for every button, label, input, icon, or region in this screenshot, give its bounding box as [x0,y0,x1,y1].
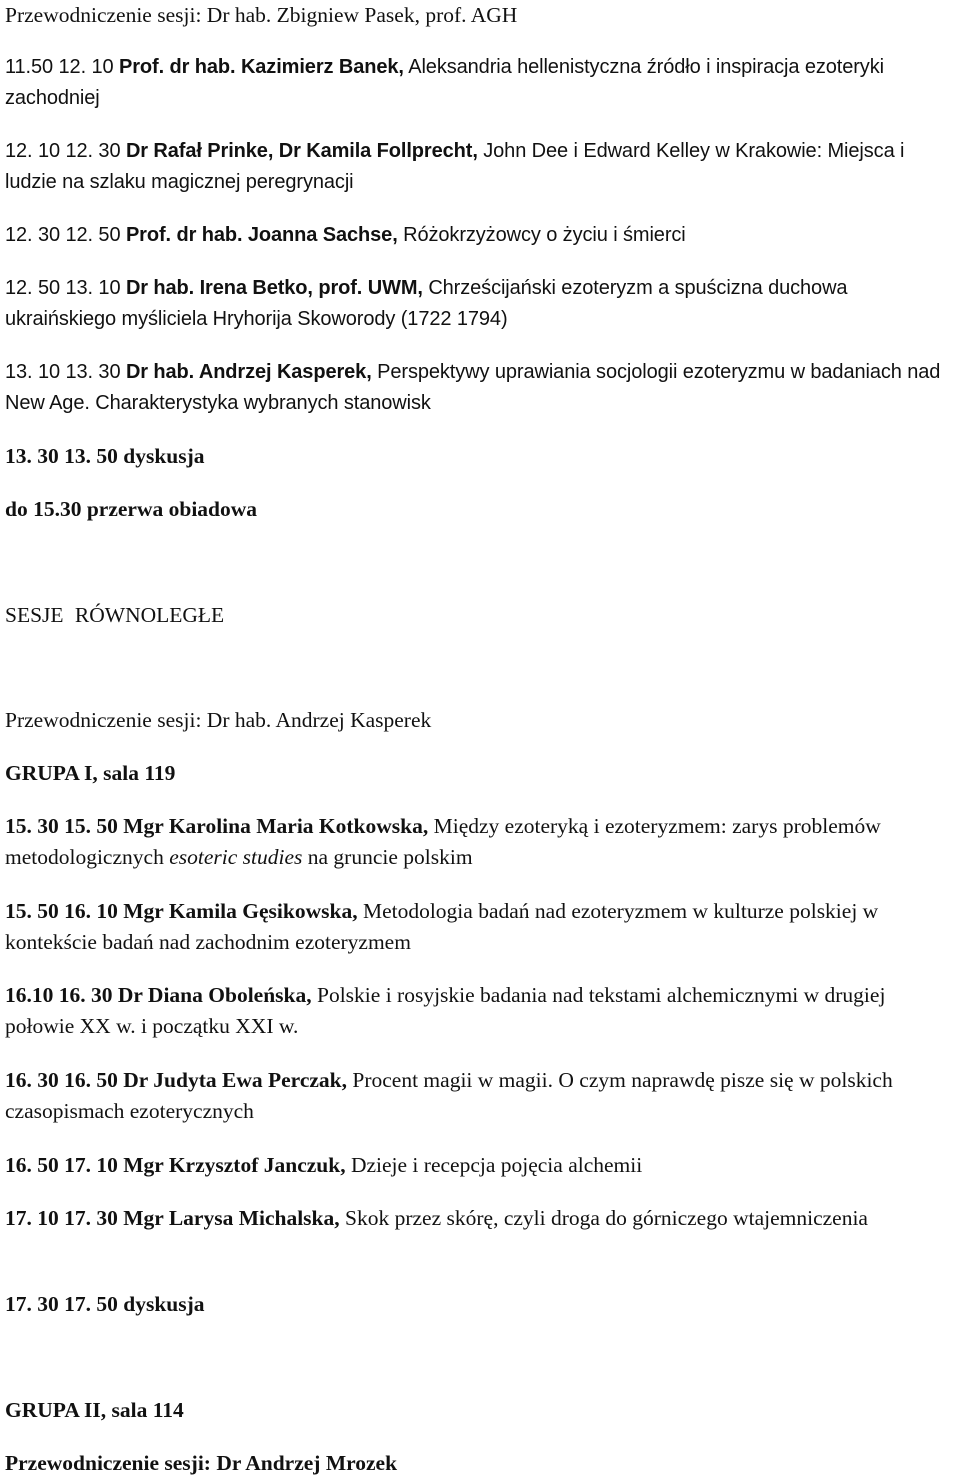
talk-time: 15. 30 15. 50 [5,814,118,838]
talk-time: 12. 10 12. 30 [5,140,121,162]
talk-speaker: Mgr Krzysztof Janczuk, [123,1153,346,1177]
agenda-item [5,357,957,419]
talk-speaker: Prof. dr hab. Joanna Sachse, [125,224,398,246]
talk-title: Dzieje i recepcja pojęcia alchemii [345,1153,643,1177]
session-chair-1: Przewodniczenie sesji: Dr hab. Zbigniew Pasek, prof. AGH [5,3,518,27]
talk-title: Różokrzyżowcy o życiu i śmierci [397,224,686,246]
talk-speaker: Dr hab. Irena Betko, prof. UWM, [125,277,423,299]
talk-time: 12. 50 13. 10 [5,277,121,299]
talk-title: Skok przez skórę, czyli droga do górniczego wtajemniczenia [339,1206,868,1230]
talk-title-italic: esoteric studies [169,845,303,869]
agenda-item [5,1065,957,1127]
parallel-sessions-heading: SESJE RÓWNOLEGŁE [5,603,225,627]
talk-time: 16.10 16. 30 [5,983,113,1007]
discussion-item: 13. 30 13. 50 dyskusja [5,444,205,468]
agenda-item [5,136,957,198]
talk-time: 11.50 12. 10 [5,56,114,78]
talk-title: Chrześcijański ezoteryzm a spuścizna duchowa ukraińskiego myśliciela Hryhorija Skoworody (1722 1794) [5,277,848,330]
agenda-item [5,1203,957,1234]
talk-time: 17. 10 17. 30 [5,1206,118,1230]
talk-time: 15. 50 16. 10 [5,899,118,923]
agenda-item [5,1150,957,1181]
talk-title: Aleksandria hellenistyczna źródło i inspiracja ezoteryki zachodniej [5,56,884,109]
agenda-item [5,980,957,1042]
talk-title: Procent magii w magii. O czym naprawdę pisze się w polskich czasopismach ezoterycznych [5,1068,893,1123]
session-chair-2: Przewodniczenie sesji: Dr hab. Andrzej Kasperek [5,708,432,732]
talk-speaker: Dr hab. Andrzej Kasperek, [125,361,372,383]
talk-speaker: Prof. dr hab. Kazimierz Banek, [119,56,404,78]
talk-time: 12. 30 12. 50 [5,224,121,246]
group-heading-1: GRUPA I, sala 119 [5,761,176,785]
talk-title: Polskie i rosyjskie badania nad tekstami alchemicznymi w drugiej połowie XX w. i początku XXI w. [5,983,886,1038]
talk-title: Perspektywy uprawiania socjologii ezoteryzmu w badaniach nad New Age. Charakterystyka wybranych stanowisk [5,361,941,414]
talk-speaker: Dr Rafał Prinke, Dr Kamila Follprecht, [125,140,478,162]
discussion-item: 17. 30 17. 50 dyskusja [5,1292,205,1316]
session-chair-3: Przewodniczenie sesji: Dr Andrzej Mrozek [5,1451,398,1475]
talk-title: John Dee i Edward Kelley w Krakowie: Miejsca i ludzie na szlaku magicznej peregrynacji [5,140,905,193]
talk-time: 16. 50 17. 10 [5,1153,118,1177]
talk-speaker: Mgr Kamila Gęsikowska, [123,899,358,923]
group-heading-2: GRUPA II, sala 114 [5,1398,184,1422]
talk-title: Między ezoteryką i ezoteryzmem: zarys problemów metodologicznych [5,814,881,869]
talk-title: Metodologia badań nad ezoteryzmem w kulturze polskiej w kontekście badań nad zachodnim ezoteryzmem [5,899,879,954]
agenda-item [5,220,957,251]
talk-title-end: na gruncie polskim [302,845,473,869]
agenda-item [5,273,957,335]
agenda-item [5,896,957,958]
lunch-break: do 15.30 przerwa obiadowa [5,497,258,521]
agenda-item [5,811,957,873]
talk-speaker: Mgr Karolina Maria Kotkowska, [123,814,429,838]
talk-speaker: Mgr Larysa Michalska, [123,1206,340,1230]
agenda-item [5,52,957,114]
talk-speaker: Dr Judyta Ewa Perczak, [123,1068,347,1092]
talk-speaker: Dr Diana Oboleńska, [117,983,312,1007]
talk-time: 13. 10 13. 30 [5,361,121,383]
talk-time: 16. 30 16. 50 [5,1068,118,1092]
